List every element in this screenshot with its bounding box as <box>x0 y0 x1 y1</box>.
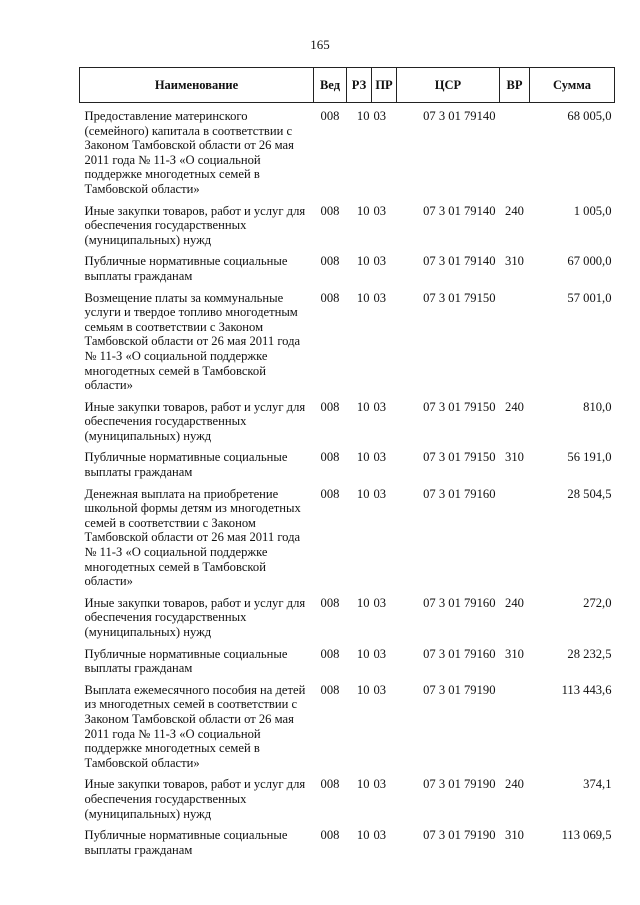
table-row <box>80 592 615 643</box>
cell-csr: 07 3 01 79150 <box>423 290 496 305</box>
cell-pr: 03 <box>373 254 387 269</box>
cell-pr: 03 <box>373 109 387 123</box>
cell-csr: 07 3 01 79150 <box>423 399 496 414</box>
table-row <box>80 396 615 447</box>
table-row <box>80 643 615 679</box>
cell-pr: 03 <box>373 290 387 305</box>
table-row <box>80 773 615 824</box>
cell-sum: 272,0 <box>583 595 612 610</box>
cell-rz: 10 <box>356 254 370 269</box>
header-name: Наименование <box>80 68 314 103</box>
cell-sum: 810,0 <box>583 399 612 414</box>
cell-csr: 07 3 01 79190 <box>423 682 496 697</box>
cell-csr: 07 3 01 79190 <box>423 777 496 792</box>
cell-vr: 310 <box>505 254 524 269</box>
header-rz: РЗ <box>347 68 372 103</box>
cell-rz: 10 <box>356 828 370 843</box>
table-body <box>80 103 615 861</box>
cell-ved: 008 <box>320 646 340 661</box>
cell-sum: 56 191,0 <box>567 450 612 465</box>
cell-ved: 008 <box>320 777 340 792</box>
cell-pr: 03 <box>373 486 387 501</box>
cell-rz: 10 <box>356 777 370 792</box>
cell-sum: 57 001,0 <box>567 290 612 305</box>
cell-sum: 28 232,5 <box>567 646 612 661</box>
cell-rz: 10 <box>356 109 370 123</box>
cell-vr <box>500 103 530 200</box>
cell-ved: 008 <box>320 290 340 305</box>
cell-pr: 03 <box>373 203 387 218</box>
cell-csr: 07 3 01 79140 <box>423 109 496 123</box>
cell-name: Предоставление материнского (семейного) капитала в соответствии с Законом Тамбовской области от 26 мая 2011 года № 11-З «О социальной поддержке многодетных семей в Тамбовской области» <box>84 109 294 196</box>
cell-sum: 374,1 <box>583 777 612 792</box>
cell-rz: 10 <box>356 203 370 218</box>
cell-sum: 67 000,0 <box>567 254 612 269</box>
cell-ved: 008 <box>320 203 340 218</box>
cell-name: Публичные нормативные социальные выплаты гражданам <box>84 828 288 857</box>
budget-table <box>79 67 615 860</box>
cell-ved: 008 <box>320 828 340 843</box>
cell-name: Публичные нормативные социальные выплаты гражданам <box>84 254 288 283</box>
cell-csr: 07 3 01 79140 <box>423 203 496 218</box>
cell-rz: 10 <box>356 290 370 305</box>
cell-pr: 03 <box>373 777 387 792</box>
cell-ved: 008 <box>320 254 340 269</box>
table-row <box>80 200 615 251</box>
table-row <box>80 446 615 482</box>
cell-name: Иные закупки товаров, работ и услуг для обеспечения государственных (муниципальных) нужд <box>84 777 306 821</box>
cell-pr: 03 <box>373 595 387 610</box>
cell-pr: 03 <box>373 450 387 465</box>
cell-vr: 240 <box>505 595 524 610</box>
cell-vr: 240 <box>505 777 524 792</box>
cell-name: Публичные нормативные социальные выплаты гражданам <box>84 646 288 676</box>
cell-csr: 07 3 01 79140 <box>423 254 496 269</box>
table-row <box>80 287 615 396</box>
cell-pr: 03 <box>373 828 387 843</box>
cell-vr: 240 <box>505 203 524 218</box>
cell-sum: 68 005,0 <box>567 109 612 123</box>
cell-csr: 07 3 01 79160 <box>423 595 496 610</box>
cell-ved: 008 <box>320 109 340 123</box>
cell-sum: 113 443,6 <box>561 682 612 697</box>
cell-ved: 008 <box>320 399 340 414</box>
cell-name: Публичные нормативные социальные выплаты гражданам <box>84 450 288 480</box>
cell-pr: 03 <box>373 646 387 661</box>
cell-sum: 1 005,0 <box>573 203 612 218</box>
cell-ved: 008 <box>320 486 340 501</box>
table-row <box>80 250 615 286</box>
cell-vr: 240 <box>505 399 524 414</box>
header-pr: ПР <box>372 68 397 103</box>
cell-rz: 10 <box>356 450 370 465</box>
cell-rz: 10 <box>356 682 370 697</box>
cell-rz: 10 <box>356 646 370 661</box>
cell-rz: 10 <box>356 486 370 501</box>
cell-name: Возмещение платы за коммунальные услуги и твердое топливо многодетным семьям в соответствии с Законом Тамбовской области от 26 мая 2011 года № 11-З «О социальной поддержке многодетных семей в Тамбовской области» <box>84 290 301 393</box>
table-row <box>80 679 615 774</box>
cell-pr: 03 <box>373 399 387 414</box>
cell-sum: 28 504,5 <box>567 486 612 501</box>
cell-csr: 07 3 01 79150 <box>423 450 496 465</box>
cell-vr <box>500 483 530 592</box>
header-sum: Сумма <box>530 68 615 103</box>
cell-name: Иные закупки товаров, работ и услуг для обеспечения государственных (муниципальных) нужд <box>84 203 306 247</box>
cell-vr <box>500 287 530 396</box>
cell-rz: 10 <box>356 595 370 610</box>
cell-vr: 310 <box>505 828 524 843</box>
cell-name: Иные закупки товаров, работ и услуг для обеспечения государственных (муниципальных) нужд <box>84 595 306 639</box>
cell-name: Выплата ежемесячного пособия на детей из многодетных семей в соответствии с Законом Тамбовской области от 26 мая 2011 года № 11-З «О социальной поддержке многодетных семей в Тамбовской области» <box>84 682 306 770</box>
header-ved: Вед <box>314 68 347 103</box>
table-row <box>80 103 615 200</box>
cell-name: Денежная выплата на приобретение школьной формы детям из многодетных семей в соответствии с Законом Тамбовской области от 26 мая 2011 года № 11-З «О социальной поддержке многодетных семей в Тамбовской области» <box>84 486 301 589</box>
cell-sum: 113 069,5 <box>561 828 612 843</box>
header-csr: ЦСР <box>397 68 500 103</box>
table-row <box>80 483 615 592</box>
cell-ved: 008 <box>320 595 340 610</box>
cell-csr: 07 3 01 79160 <box>423 646 496 661</box>
cell-csr: 07 3 01 79160 <box>423 486 496 501</box>
cell-vr: 310 <box>505 450 524 465</box>
cell-ved: 008 <box>320 450 340 465</box>
cell-name: Иные закупки товаров, работ и услуг для обеспечения государственных (муниципальных) нужд <box>84 399 306 443</box>
table-header <box>80 68 615 103</box>
cell-pr: 03 <box>373 682 387 697</box>
cell-vr: 310 <box>505 646 524 661</box>
cell-rz: 10 <box>356 399 370 414</box>
table-row <box>80 824 615 860</box>
header-vr: ВР <box>500 68 530 103</box>
cell-csr: 07 3 01 79190 <box>423 828 496 843</box>
cell-vr <box>500 679 530 774</box>
page-number: 165 <box>310 37 330 52</box>
cell-ved: 008 <box>320 682 340 697</box>
